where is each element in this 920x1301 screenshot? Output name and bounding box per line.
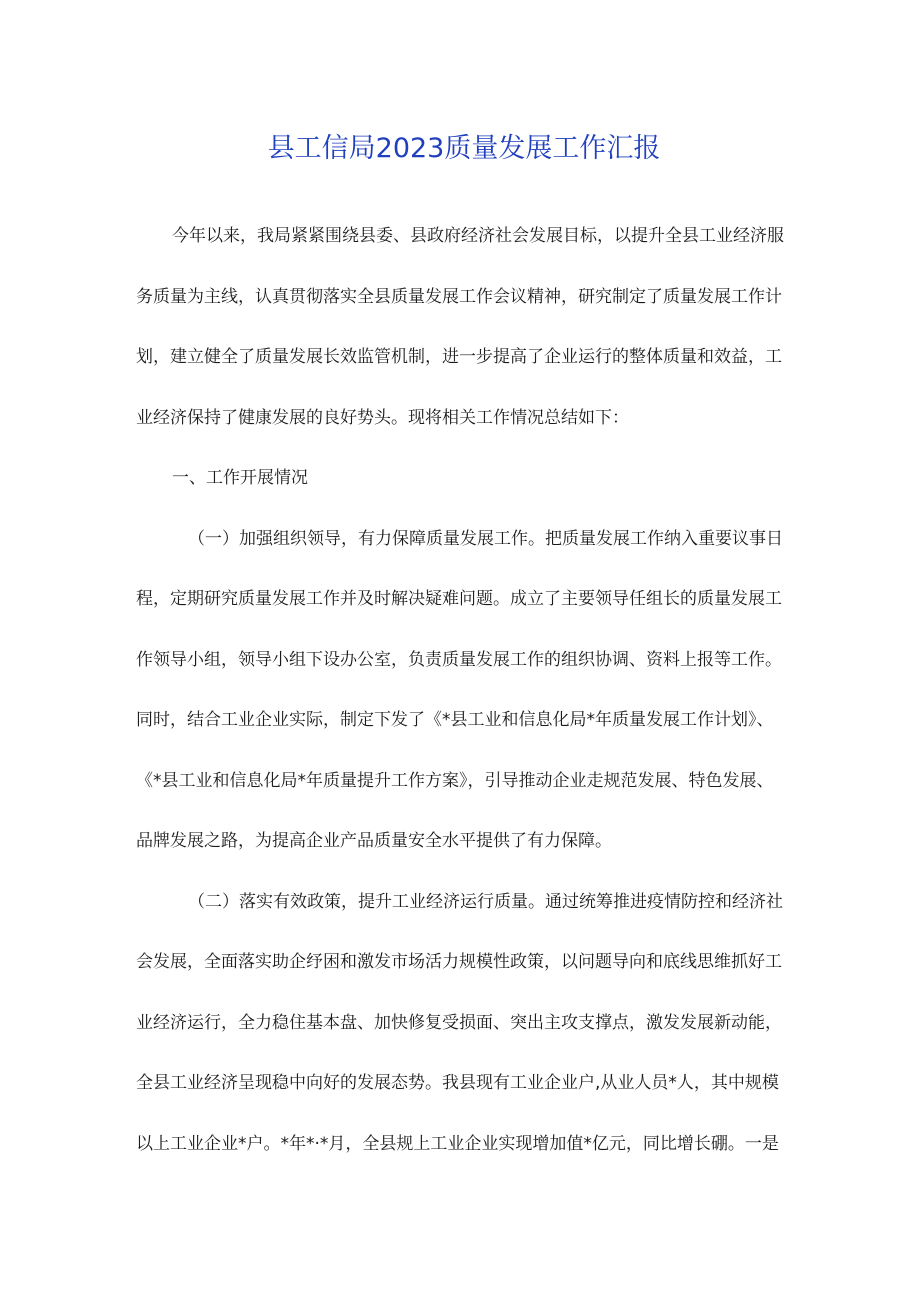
- paragraph-line: （二）落实有效政策，提升工业经济运行质量。通过统筹推进疫情防控和经济社: [188, 891, 783, 912]
- intro-line: 今年以来，我局紧紧围绕县委、县政府经济社会发展目标，以提升全县工业经济服: [172, 226, 784, 246]
- paragraph-line: 以上工业企业*户。*年*·*月，全县规上工业企业实现增加值*亿元，同比增长硼。一是: [136, 1133, 779, 1154]
- paragraph-line: 作领导小组，领导小组下设办公室，负责质量发展工作的组织协调、资料上报等工作。: [136, 649, 782, 670]
- intro-line: 务质量为主线，认真贯彻落实全县质量发展工作会议精神，研究制定了质量发展工作计: [136, 286, 782, 307]
- paragraph-line: 《*县工业和信息化局*年质量提升工作方案》，引导推动企业走规范发展、特色发展、: [136, 770, 774, 791]
- paragraph-line: 品牌发展之路，为提高企业产品质量安全水平提供了有力保障。: [136, 831, 612, 851]
- section-heading: 一、工作开展情况: [172, 468, 308, 488]
- paragraph-line: 会发展，全面落实助企纾困和激发市场活力规模性政策，以问题导向和底线思维抓好工: [136, 952, 782, 972]
- intro-paragraph: [136, 206, 792, 448]
- paragraph-line: （一）加强组织领导，有力保障质量发展工作。把质量发展工作纳入重要议事日: [188, 528, 783, 549]
- paragraph-line: 业经济运行，全力稳住基本盘、加快修复受损面、突出主攻支撑点，激发发展新动能，: [136, 1012, 782, 1033]
- paragraph-line: 程，定期研究质量发展工作并及时解决疑难问题。成立了主要领导任组长的质量发展工: [136, 589, 782, 609]
- document-title: 县工信局2023质量发展工作汇报: [267, 133, 661, 164]
- paragraph-line: 同时，结合工业企业实际，制定下发了《*县工业和信息化局*年质量发展工作计划》、: [136, 710, 774, 730]
- paragraph-line: 全县工业经济呈现稳中向好的发展态势。我县现有工业企业户,从业人员*人，其中规模: [136, 1073, 779, 1093]
- intro-line: 业经济保持了健康发展的良好势头。现将相关工作情况总结如下：: [136, 407, 629, 428]
- intro-line: 划，建立健全了质量发展长效监管机制，进一步提高了企业运行的整体质量和效益，工: [136, 347, 782, 367]
- paragraph-organization: [136, 509, 792, 872]
- paragraph-policy: [136, 872, 792, 1175]
